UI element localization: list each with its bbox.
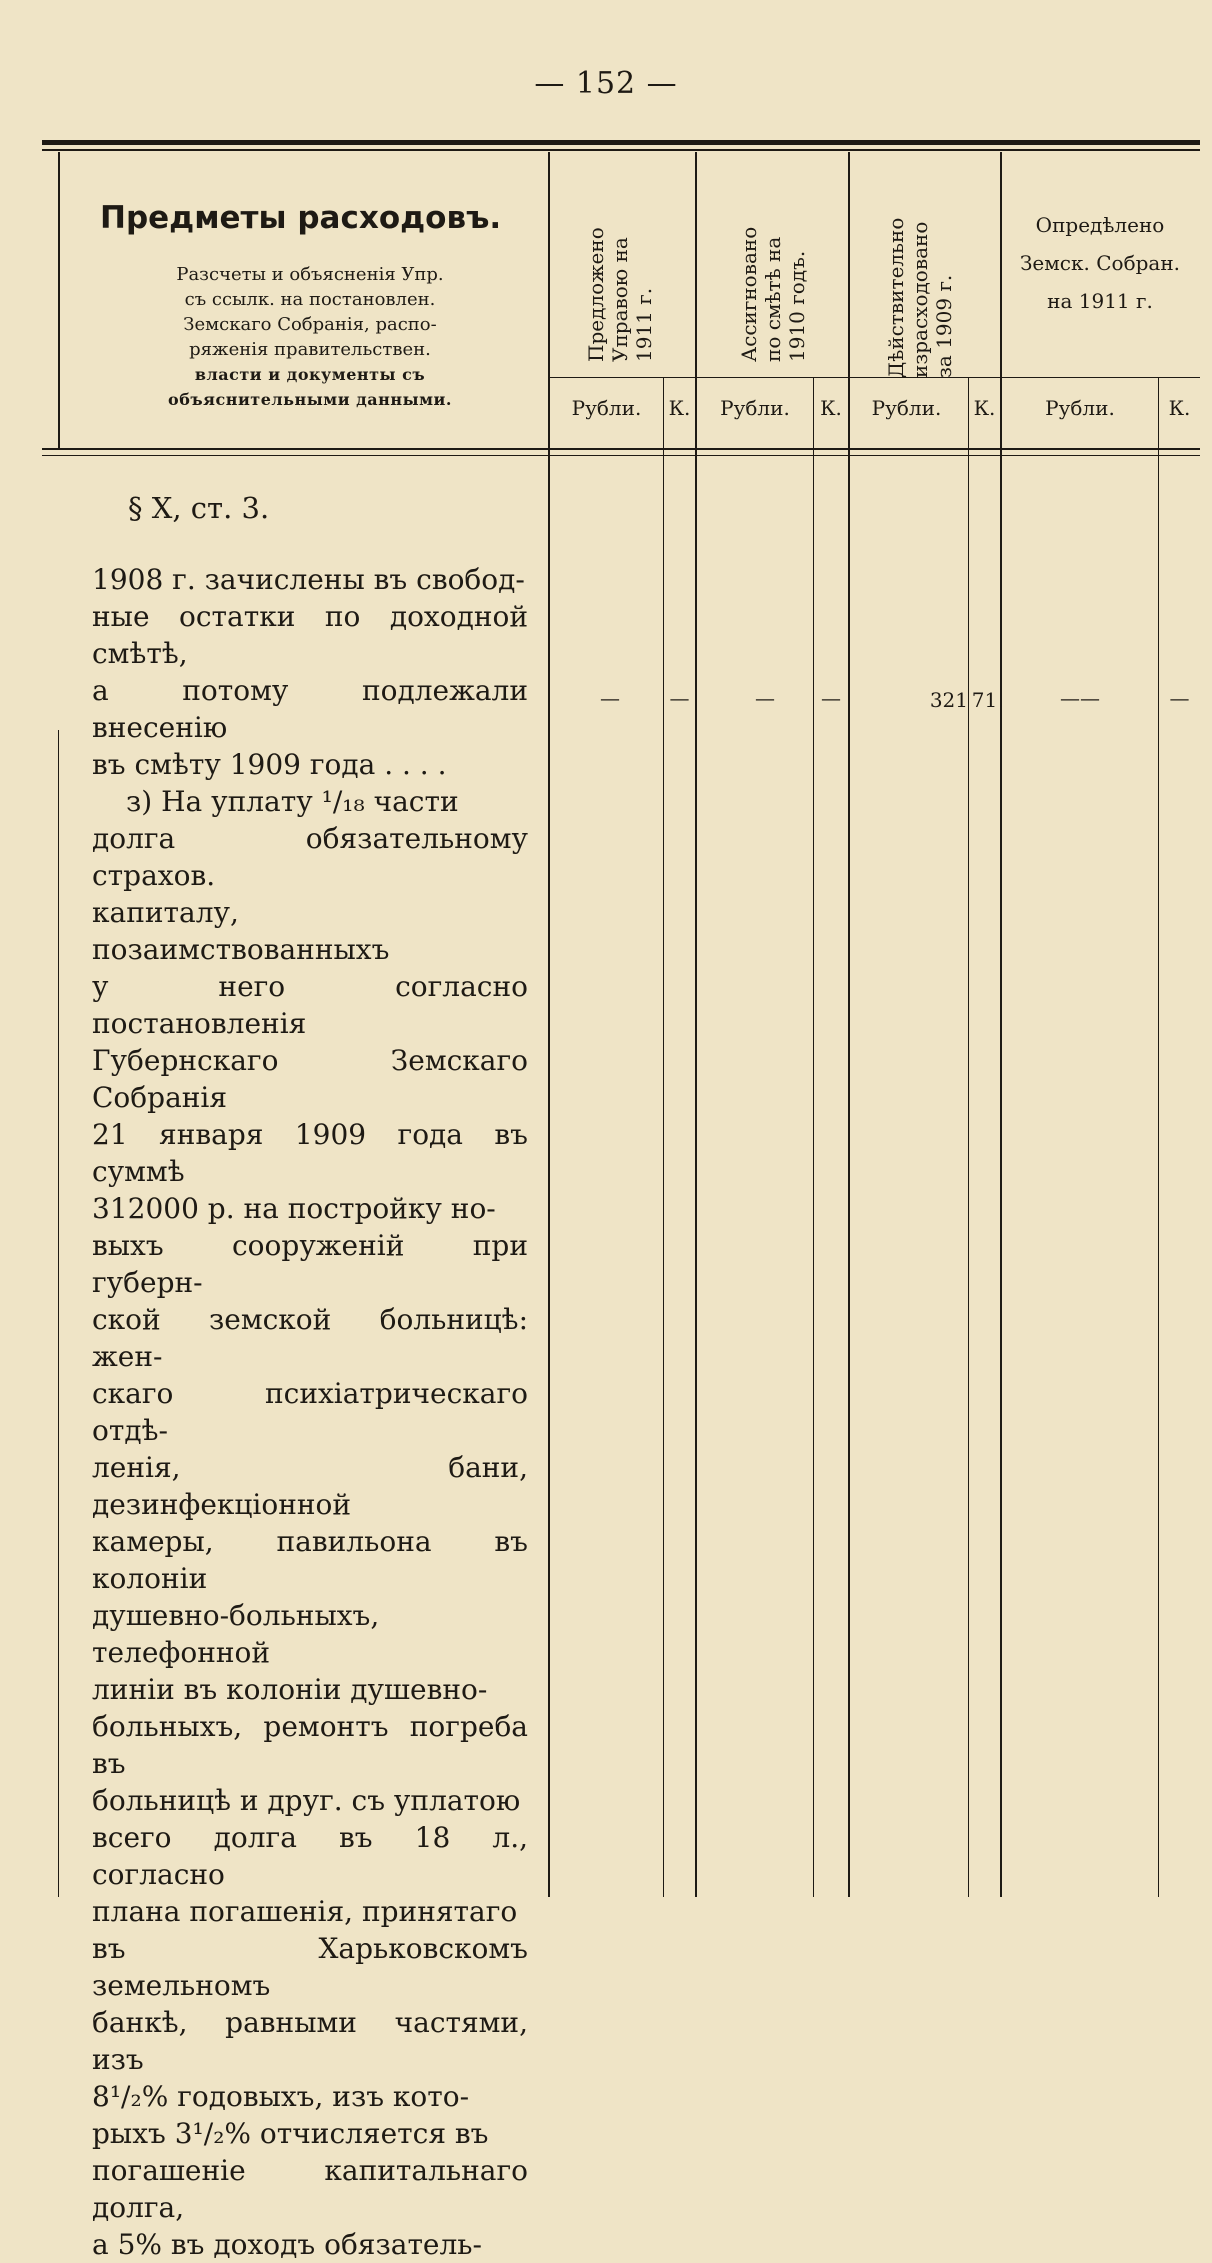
subtitle-line: Разсчеты и объясненія Упр. (176, 264, 444, 285)
subtitle-line: ряженія правительствен. (189, 339, 431, 360)
kop-line-2 (813, 378, 814, 1897)
unit-rubles: Рубли. (571, 396, 642, 420)
unit-kopecks: К. (1168, 396, 1191, 420)
unit-rubles: Рубли. (720, 396, 790, 420)
entry-2-text: з) На уплату ¹/₁₈ части долга обязательному страхов. капиталу, позаимствованныхъ у него согласно постановленія Губернскаго Земскаго Собранія 21 января 1909 года въ суммѣ 312000 р. на постройку но- выхъ сооруженій при губерн- ской земской больницѣ: жен- скаго психіатрическаго отдѣ- ленія, бани, дезинфекціонной камеры, павильона въ колоніи душевно-больныхъ, телефонной линіи въ колоніи душевно- больныхъ, ремонтъ погреба въ больницѣ и друг. съ уплатою всего долга въ 18 л., согласно плана погашенія, принятаго въ Харьковскомъ земельномъ банкѣ, равными частями, изъ 8¹/₂% годовыхъ, изъ кото- рыхъ 3¹/₂% отчисляется въ погашеніе капитальнаго долга, а 5% въ доходъ обязатель- (92, 785, 528, 2261)
entry-1-assigned-rubles: — (755, 686, 775, 710)
column-header-spent-1909: Дѣйствительно израсходовано за 1909 г. (884, 217, 956, 378)
top-rule (42, 140, 1200, 145)
left-border (58, 152, 60, 449)
column-header-proposed-1911: Предложено Управою на 1911 г. (584, 227, 656, 362)
section-heading: § X, ст. 3. (128, 491, 270, 525)
column-header-determined-1911: Опредѣлено Земск. Собран. на 1911 г. (1019, 213, 1181, 313)
header-separator (42, 448, 1200, 450)
entry-1-proposed-kopecks: — (669, 686, 690, 710)
entry-1-determined-kopecks: — (1169, 686, 1190, 710)
column-subtitle (130, 262, 490, 412)
entry-1-determined-rubles: —— (1060, 686, 1100, 710)
entry-1-text: 1908 г. зачислены въ свобод- ные остатки по доходной смѣтѣ, а потому подлежали внесенію въ смѣту 1909 года . . . . (92, 563, 528, 781)
unit-kopecks: К. (973, 396, 996, 420)
entry-1-assigned-kopecks: — (821, 686, 841, 710)
entry-1-spent-kopecks: 71 (971, 688, 998, 712)
subtitle-line: объяснительными данными. (168, 390, 452, 409)
column-title-expense-items: Предметы расходовъ. (100, 200, 502, 236)
text-margin-line (58, 730, 59, 1897)
unit-kopecks: К. (668, 396, 691, 420)
unit-kopecks: К. (820, 396, 842, 420)
top-rule-thin (42, 149, 1200, 151)
subtitle-line: съ ссылк. на постановлен. (184, 289, 436, 310)
entry-1-spent-rubles: 321 (929, 688, 968, 712)
entry-1-proposed-rubles: — (600, 686, 620, 710)
kop-line-4 (1158, 378, 1159, 1897)
units-row-line (550, 377, 1200, 378)
unit-rubles: Рубли. (871, 396, 942, 420)
subtitle-line: власти и документы съ (194, 365, 426, 384)
kop-line-3 (968, 378, 969, 1897)
unit-rubles: Рубли. (1045, 396, 1115, 420)
page-number: — 152 — (534, 66, 678, 101)
header-separator-thin (42, 455, 1200, 456)
column-header-assigned-1910: Ассигновано по смѣтѣ на 1910 годъ. (737, 226, 809, 362)
kop-line-1 (663, 378, 664, 1897)
subtitle-line: Земскаго Собранія, распо- (183, 314, 437, 335)
